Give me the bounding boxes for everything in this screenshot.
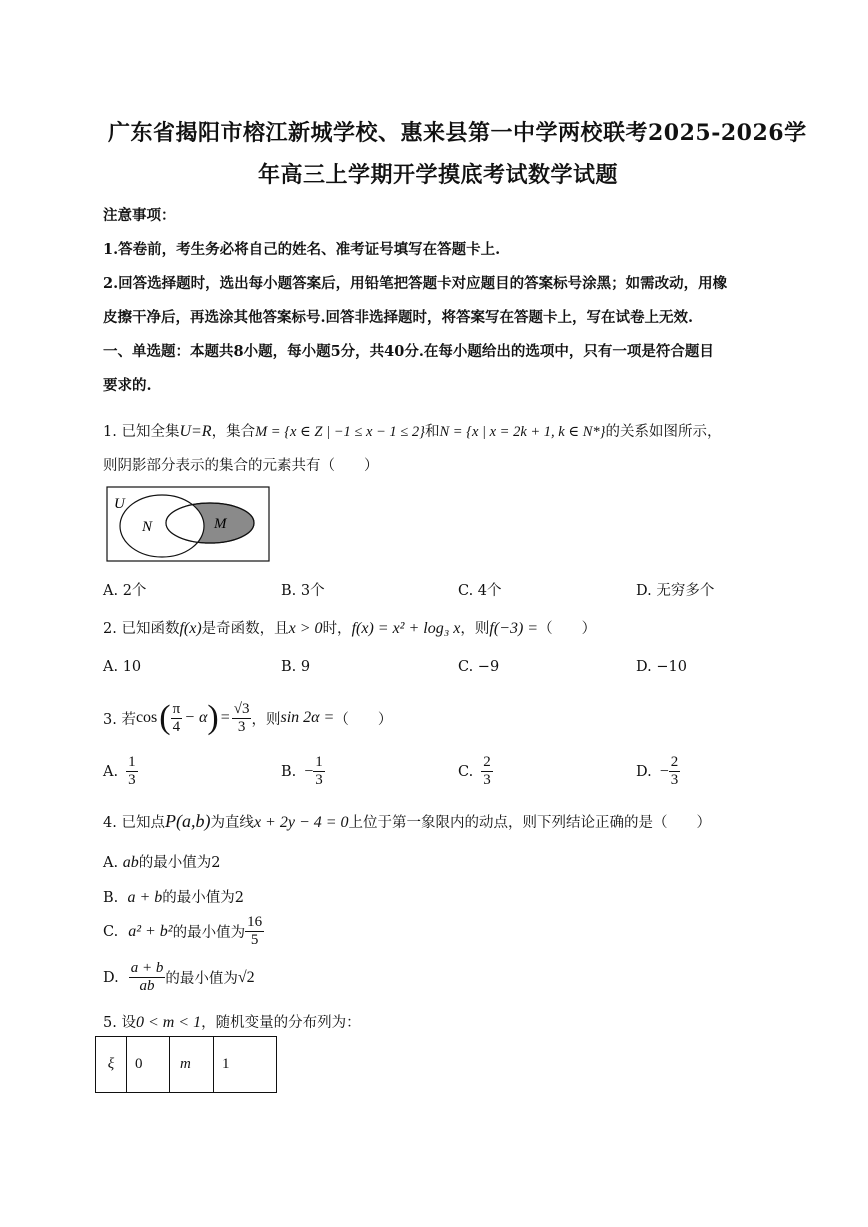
- q3-text: ，则: [251, 711, 281, 728]
- q3-option-a-num: 1: [128, 754, 136, 770]
- q3-option-c-label: C.: [458, 763, 474, 780]
- notice-item-2b: 皮擦干净后，再选涂其他答案标号.回答非选择题时，将答案写在答题卡上，写在试卷上无效.: [103, 309, 694, 326]
- q4-option-a-text: 的最小值为2: [138, 855, 221, 871]
- q2-text: 时，: [322, 621, 352, 637]
- q4-option-d-num: a + b: [130, 960, 164, 976]
- q3-option-a-fraction: [126, 754, 138, 789]
- q3-option-b-den: 3: [315, 772, 323, 788]
- q2-prefix: 2. 已知函数: [103, 621, 180, 637]
- q4-point: P(a,b): [164, 811, 211, 831]
- q2-ask: f(−3) =: [489, 620, 539, 637]
- notice-heading: 注意事项：: [103, 207, 176, 224]
- q3-minus-alpha: − α: [184, 709, 208, 726]
- q3-paren-left: (: [159, 699, 171, 736]
- q4-option-b-text: 的最小值为2: [162, 890, 245, 906]
- q3-suffix: （ ）: [334, 711, 393, 728]
- q4-option-d-value: √2: [237, 968, 255, 986]
- q3-option-c-fraction: [481, 754, 493, 789]
- q3-cos: cos: [135, 709, 158, 726]
- question-4: [103, 811, 711, 832]
- q5-prefix: 5. 设: [103, 1015, 136, 1031]
- venn-label-u: U: [114, 496, 125, 512]
- q3-sin2a: sin 2α =: [280, 709, 335, 726]
- q3-option-c[interactable]: [458, 754, 493, 789]
- q4-option-a-label: A.: [103, 855, 119, 871]
- q1-option-d[interactable]: D. 无穷多个: [636, 583, 715, 599]
- page-title-line1: 广东省揭阳市榕江新城学校、惠来县第一中学两校联考2025-2026学: [108, 120, 807, 146]
- q3-option-a-den: 3: [128, 772, 136, 788]
- question-5: [103, 1011, 361, 1032]
- q5-suffix: ，随机变量的分布列为：: [201, 1015, 361, 1031]
- question-1-line1: [103, 420, 721, 441]
- q3-option-c-num: 2: [483, 754, 491, 770]
- page-title-line2: 年高三上学期开学摸底考试数学试题: [258, 162, 619, 188]
- q4-option-d[interactable]: [103, 960, 255, 995]
- q2-option-d[interactable]: D. −10: [636, 659, 687, 675]
- q1-option-c[interactable]: C. 4个: [458, 583, 502, 599]
- q1-text: 的关系如图所示，: [605, 424, 722, 440]
- q4-option-a[interactable]: [103, 851, 220, 872]
- q1-text: ，集合: [211, 424, 256, 440]
- q4-option-c-label: C.: [103, 923, 119, 940]
- q3-sqrt3-over-3: [232, 701, 252, 736]
- q2-condition: x > 0: [288, 620, 323, 637]
- q1-prefix: 1. 已知全集: [103, 424, 180, 440]
- q4-option-d-fraction: [129, 960, 166, 995]
- q4-option-a-expr: ab: [122, 854, 139, 871]
- q3-option-d[interactable]: [636, 754, 680, 789]
- q1-set-n: N = {x | x = 2k + 1, k ∈ N*}: [439, 424, 606, 440]
- section-heading-b: 要求的.: [103, 377, 152, 394]
- q4-option-d-text: 的最小值为: [165, 971, 238, 987]
- q4-option-c[interactable]: [103, 914, 264, 949]
- q4-line-equation: x + 2y − 4 = 0: [253, 814, 349, 831]
- q3-paren-right: ): [207, 699, 219, 736]
- q3-three: 3: [237, 718, 246, 735]
- q4-option-d-label: D.: [103, 969, 119, 986]
- q3-option-c-den: 3: [483, 772, 491, 788]
- q4-option-d-den: ab: [139, 978, 155, 994]
- notice-item-2a: 2.回答选择题时，选出每小题答案后，用铅笔把答题卡对应题目的答案标号涂黑；如需改动，用橡: [103, 275, 728, 292]
- q3-option-d-label: D.: [636, 763, 652, 780]
- q4-prefix: 4. 已知点: [103, 815, 165, 831]
- venn-label-m: M: [214, 516, 227, 532]
- question-3: [103, 694, 392, 742]
- q3-option-d-fraction: [669, 754, 681, 789]
- q3-eq: =: [220, 709, 230, 726]
- q4-option-c-expr: a² + b²: [128, 922, 173, 940]
- q4-text: 为直线: [210, 815, 254, 831]
- q2-option-a[interactable]: A. 10: [103, 659, 142, 675]
- table-cell-1: 1: [214, 1037, 277, 1093]
- q2-suffix: （ ）: [538, 621, 597, 637]
- q1-set-m: M = {x ∈ Z | −1 ≤ x − 1 ≤ 2}: [255, 424, 425, 440]
- q1-universal-set: U=R: [179, 423, 212, 440]
- table-cell-xi: ξ: [96, 1037, 127, 1093]
- q1-option-b[interactable]: B. 3个: [281, 583, 325, 599]
- q3-option-b-fraction: [313, 754, 325, 789]
- q2-fx: f(x): [179, 620, 202, 637]
- q4-option-c-text: 的最小值为: [172, 925, 246, 941]
- q4-option-c-fraction: [245, 914, 264, 949]
- q3-option-b-label: B.: [281, 763, 297, 780]
- q3-option-a-label: A.: [103, 763, 119, 780]
- q4-option-b[interactable]: [103, 886, 244, 907]
- q2-text: 是奇函数，且: [201, 621, 289, 637]
- q4-option-b-label: B.: [103, 890, 119, 906]
- q3-option-b-sign: −: [304, 762, 314, 780]
- section-heading-a: 一、单选题：本题共8小题，每小题5分，共40分.在每小题给出的选项中，只有一项是符合题目: [103, 343, 714, 360]
- q4-option-c-den: 5: [250, 932, 259, 948]
- q3-option-d-sign: −: [659, 762, 669, 780]
- q1-option-a[interactable]: A. 2个: [103, 583, 147, 599]
- q3-four: 4: [172, 718, 181, 735]
- q3-pi: π: [172, 700, 181, 717]
- q3-prefix: 3. 若: [103, 711, 136, 728]
- q4-option-c-num: 16: [247, 914, 263, 930]
- q2-option-c[interactable]: C. −9: [458, 659, 500, 675]
- table-cell-m: m: [170, 1037, 214, 1093]
- q3-option-a[interactable]: [103, 754, 138, 789]
- distribution-table: [95, 1036, 277, 1093]
- q3-option-b[interactable]: [281, 754, 325, 789]
- q2-expression: f(x) = x² + log₃ x: [351, 620, 461, 637]
- q3-option-d-num: 2: [670, 754, 679, 770]
- table-cell-0: 0: [127, 1037, 170, 1093]
- q3-option-b-num: 1: [315, 754, 323, 770]
- notice-item-1: 1.答卷前，考生务必将自己的姓名、准考证号填写在答题卡上.: [103, 241, 501, 258]
- venn-diagram: [106, 486, 270, 562]
- q2-text: ，则: [460, 621, 490, 637]
- q3-option-d-den: 3: [670, 772, 679, 788]
- q2-option-b[interactable]: B. 9: [281, 659, 311, 675]
- question-1-line2: 则阴影部分表示的集合的元素共有（ ）: [103, 458, 379, 474]
- venn-label-n: N: [142, 519, 153, 535]
- q4-suffix: 上位于第一象限内的动点，则下列结论正确的是（ ）: [348, 815, 712, 831]
- q1-text: 和: [424, 424, 440, 440]
- q3-pi-over-4: [171, 701, 183, 736]
- q5-condition: 0 < m < 1: [135, 1014, 202, 1031]
- question-2: [103, 617, 596, 638]
- table-row: [96, 1037, 277, 1093]
- q4-option-b-expr: a + b: [127, 889, 163, 906]
- q3-sqrt3: √3: [233, 700, 250, 717]
